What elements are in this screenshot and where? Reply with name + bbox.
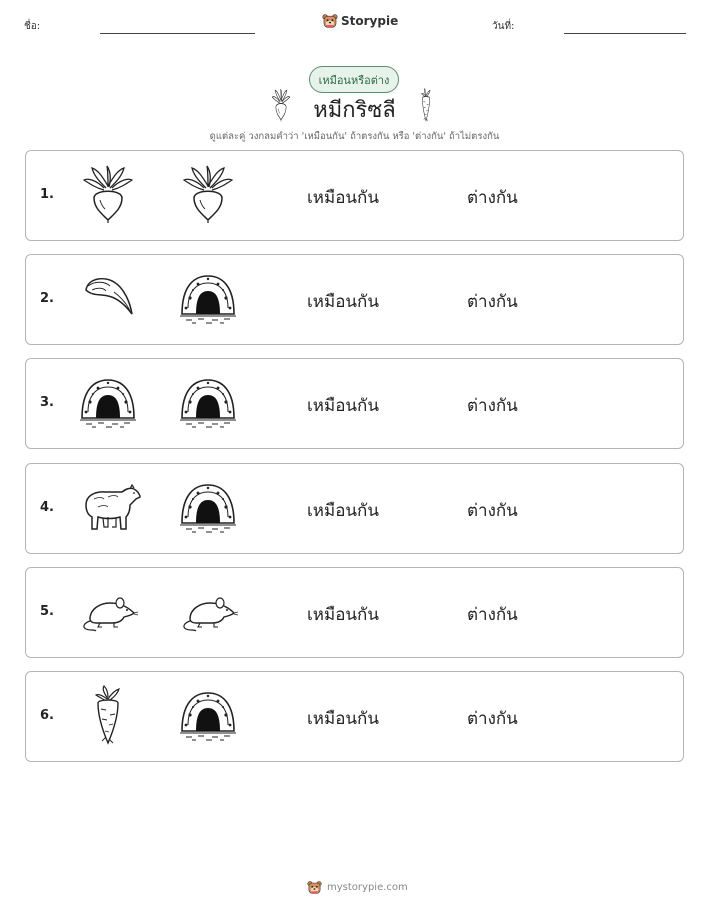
date-line bbox=[564, 33, 686, 34]
mouse-icon bbox=[178, 581, 238, 641]
different-option[interactable]: ต่างกัน bbox=[467, 396, 518, 416]
question-number: 1. bbox=[40, 187, 54, 202]
storypie-logo-icon bbox=[322, 13, 338, 29]
question-row bbox=[25, 254, 684, 345]
page-title: หมีกริซลี bbox=[313, 98, 396, 123]
claw-icon bbox=[78, 268, 138, 328]
question-number: 4. bbox=[40, 500, 54, 515]
same-option[interactable]: เหมือนกัน bbox=[307, 501, 379, 521]
name-line bbox=[100, 33, 255, 34]
same-option[interactable]: เหมือนกัน bbox=[307, 292, 379, 312]
footer bbox=[307, 880, 408, 895]
question-number: 6. bbox=[40, 708, 54, 723]
cave-icon bbox=[178, 477, 238, 537]
question-number: 3. bbox=[40, 395, 54, 410]
name-label: ชื่อ: bbox=[24, 21, 41, 32]
cave-icon bbox=[178, 372, 238, 432]
worksheet-tag: เหมือนหรือต่าง bbox=[309, 66, 399, 93]
different-option[interactable]: ต่างกัน bbox=[467, 709, 518, 729]
cave-icon bbox=[178, 685, 238, 745]
carrot-icon bbox=[78, 685, 138, 745]
question-row bbox=[25, 358, 684, 449]
question-row bbox=[25, 671, 684, 762]
same-option[interactable]: เหมือนกัน bbox=[307, 605, 379, 625]
different-option[interactable]: ต่างกัน bbox=[467, 501, 518, 521]
question-row bbox=[25, 463, 684, 554]
different-option[interactable]: ต่างกัน bbox=[467, 605, 518, 625]
mouse-icon bbox=[78, 581, 138, 641]
bear-icon bbox=[78, 477, 138, 537]
same-option[interactable]: เหมือนกัน bbox=[307, 709, 379, 729]
footer-site: mystorypie.com bbox=[327, 882, 408, 893]
storypie-logo-icon bbox=[307, 880, 322, 895]
question-number: 5. bbox=[40, 604, 54, 619]
same-option[interactable]: เหมือนกัน bbox=[307, 188, 379, 208]
cave-icon bbox=[78, 372, 138, 432]
brand-name: Storypie bbox=[341, 14, 399, 28]
brand bbox=[322, 13, 398, 29]
same-option[interactable]: เหมือนกัน bbox=[307, 396, 379, 416]
question-row bbox=[25, 150, 684, 241]
instructions: ดูแต่ละคู่ วงกลมคำว่า 'เหมือนกัน' ถ้าตรงกัน หรือ 'ต่างกัน' ถ้าไม่ตรงกัน bbox=[209, 131, 500, 142]
question-number: 2. bbox=[40, 291, 54, 306]
different-option[interactable]: ต่างกัน bbox=[467, 292, 518, 312]
different-option[interactable]: ต่างกัน bbox=[467, 188, 518, 208]
date-label: วันที่: bbox=[492, 21, 515, 32]
beet-icon bbox=[78, 164, 138, 224]
cave-icon bbox=[178, 268, 238, 328]
carrot-icon bbox=[415, 88, 437, 122]
beet-icon bbox=[178, 164, 238, 224]
question-row bbox=[25, 567, 684, 658]
